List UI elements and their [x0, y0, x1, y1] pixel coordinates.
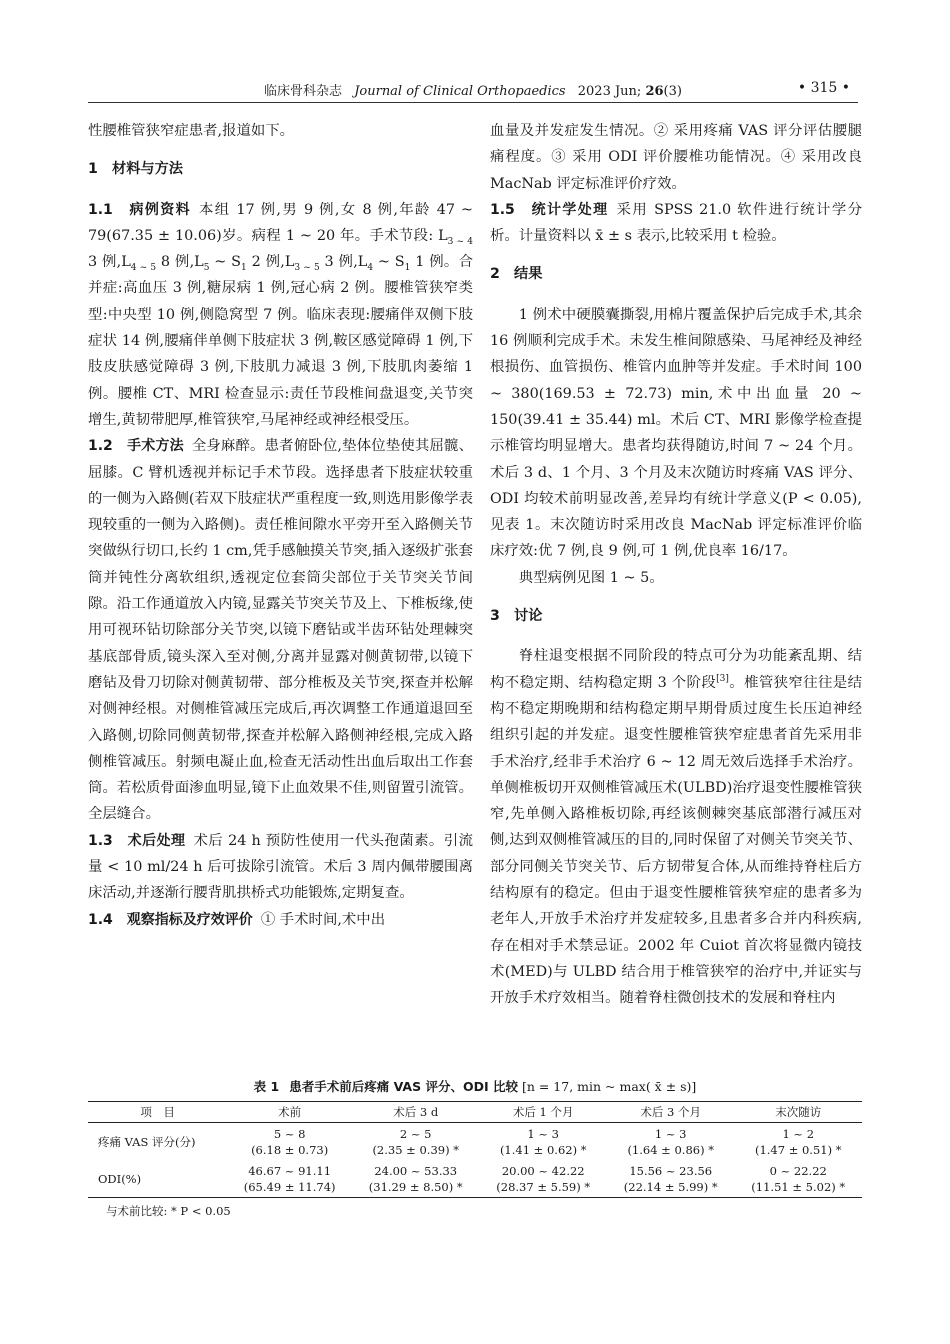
table-row — [88, 1123, 862, 1161]
cell-mean: (11.51 ± 5.02) * — [751, 1180, 846, 1194]
cell-range: 1 ~ 2 — [782, 1127, 815, 1141]
table-row — [88, 1160, 862, 1198]
issue-date: 2023 Jun; — [577, 84, 642, 99]
table-cell — [479, 1123, 607, 1161]
table-title: 患者手术前后疼痛 VAS 评分、ODI 比较 — [289, 1079, 518, 1094]
section-heading-results: 2 结果 — [490, 266, 543, 283]
intro-line: 性腰椎管狭窄症患者,报道如下。 — [88, 123, 295, 139]
table-cell — [734, 1123, 862, 1161]
subheading-postop: 1.3 术后处理 — [88, 832, 186, 849]
table-cell — [479, 1160, 607, 1198]
column-header: 末次随访 — [734, 1102, 862, 1123]
text-run: 脊柱退变根据不同阶段的特点可分为功能紊乱期、结构不稳定期、结构稳定期 3 个阶段 — [490, 648, 862, 691]
paragraph-surgical-method — [88, 433, 473, 827]
subscript: 1 — [404, 263, 411, 274]
cell-mean: (6.18 ± 0.73) — [251, 1143, 329, 1157]
text-run: ① 手术时间,术中出 — [260, 911, 386, 928]
cell-mean: (65.49 ± 11.74) — [243, 1180, 336, 1194]
table-cell — [227, 1123, 352, 1161]
section-heading-discussion: 3 讨论 — [490, 608, 543, 625]
running-header — [88, 76, 858, 103]
subscript: 1 — [241, 263, 247, 274]
issue-number: (3) — [663, 84, 682, 99]
right-column — [490, 118, 862, 1012]
table-cell — [607, 1123, 735, 1161]
cell-range: 20.00 ~ 42.22 — [501, 1164, 585, 1178]
journal-name-cn: 临床骨科杂志 — [264, 84, 343, 99]
table-caption — [88, 1077, 862, 1095]
column-header: 术后 3 d — [352, 1102, 480, 1123]
text-run: ~ S — [373, 254, 405, 271]
column-header: 术后 3 个月 — [607, 1102, 735, 1123]
subheading-statistics: 1.5 统计学处理 — [490, 201, 609, 218]
table-cell — [352, 1160, 480, 1198]
table-header-row — [88, 1102, 862, 1123]
cell-range: 24.00 ~ 53.33 — [374, 1164, 458, 1178]
row-label: ODI(%) — [88, 1160, 227, 1198]
cell-mean: (1.47 ± 0.51) * — [754, 1143, 842, 1157]
subscript: 4 ~ 5 — [130, 263, 157, 274]
column-header: 术前 — [227, 1102, 352, 1123]
journal-name-en: Journal of Clinical Orthopaedics — [354, 84, 566, 99]
text-run: ~ S — [209, 254, 242, 271]
table-cell — [352, 1123, 480, 1161]
table-cell — [227, 1160, 352, 1198]
cell-range: 2 ~ 5 — [399, 1127, 432, 1141]
section-heading-methods: 1 材料与方法 — [88, 161, 183, 178]
table-title-note: [n = 17, min ~ max( x̄ ± s)] — [521, 1079, 697, 1094]
table-cell — [734, 1160, 862, 1198]
text-run: 术后 24 h 预防性使用一代头孢菌素。引流量 < 10 ml/24 h 后可拔除引流管。术后 3 周内佩带腰围离床活动,并逐渐行腰背肌拱桥式功能锻炼,定期复查。 — [88, 832, 473, 902]
citation-ref[interactable]: [3] — [716, 673, 729, 684]
data-table — [88, 1101, 862, 1198]
subscript: 3 ~ 4 — [447, 236, 473, 247]
text-run: 本组 17 例,男 9 例,女 8 例,年龄 47 ~ 79(67.35 ± 10.06)岁。病程 1 ~ 20 年。手术节段: L — [88, 201, 473, 244]
journal-citation — [88, 80, 858, 99]
paragraph-indicators-cont: 血量及并发症发生情况。② 采用疼痛 VAS 评分评估腰腿痛程度。③ 采用 ODI 评价腰椎功能情况。④ 采用改良 MacNab 评定标准评价疗效。 — [490, 123, 862, 192]
cell-mean: (1.41 ± 0.62) * — [499, 1143, 587, 1157]
cell-range: 0 ~ 22.22 — [769, 1164, 827, 1178]
subscript: 4 — [367, 263, 374, 274]
cell-mean: (22.14 ± 5.99) * — [623, 1180, 718, 1194]
cell-mean: (31.29 ± 8.50) * — [368, 1180, 463, 1194]
cell-mean: (1.64 ± 0.86) * — [627, 1143, 714, 1157]
column-header: 术后 1 个月 — [479, 1102, 607, 1123]
subscript: 5 — [203, 263, 210, 274]
cell-range: 15.56 ~ 23.56 — [629, 1164, 713, 1178]
page-number: • 315 • — [797, 80, 850, 96]
table-1 — [88, 1077, 862, 1219]
cell-mean: (2.35 ± 0.39) * — [372, 1143, 459, 1157]
text-run: 全身麻醉。患者俯卧位,垫体位垫使其屈髋、屈膝。C 臂机透视并标记手术节段。选择患者下肢症状较重的一侧为入路侧(若双下肢症状严重程度一致,则选用影像学表现较重的一侧为入路侧)。责任椎间隙水平旁开至入路侧关节突做纵行切口,长约 1 cm,凭手感触摸关节突,插入逐级扩张套筒并钝性分离软组织,透视定位套筒尖部位于关节突关节间隙。沿工作通道放入内镜,显露关节突关节及上、下椎板缘,使用可视环钻切除部分关节突,以镜下磨钻或半齿环钻处理棘突基底部骨质,镜头深入至对侧,分离并显露对侧黄韧带,以镜下磨钻及骨刀切除对侧黄韧带、部分椎板及关节突,探查并松解对侧神经根。对侧椎管减压完成后,再次调整工作通道退回至入路侧,切除同侧黄韧带,探查并松解入路侧神经根,完成入路侧椎管减压。射频电凝止血,检查无活动性出血后取出工作套筒。若松质骨面渗血明显,镜下止血效果不佳,则留置引流管。全层缝合。 — [88, 438, 473, 823]
paragraph-results: 1 例术中硬膜囊撕裂,用棉片覆盖保护后完成手术,其余 16 例顺利完成手术。未发生椎间隙感染、马尾神经及神经根损伤、血管损伤、椎管内血肿等并发症。手术时间 100 ~ 380(169.53 ± 72.73) min,术中出血量 20 ~ 150(39.41 ± 35.44) ml。术后 CT、MRI 影像学检查提示椎管均明显增大。患者均获得随访,时间 7 ~ 24 个月。术后 3 d、1 个月、3 个月及末次随访时疼痛 VAS 评分、ODI 均较术前明显改善,差异均有统计学意义(P < 0.05),见表 1。末次随访时采用改良 MacNab 评定标准评价临床疗效:优 7 例,良 9 例,可 1 例,优良率 16/17。 — [490, 306, 862, 560]
paragraph-typical-cases: 典型病例见图 1 ~ 5。 — [518, 569, 664, 586]
cell-range: 5 ~ 8 — [273, 1127, 306, 1141]
paragraph-indicators — [88, 907, 473, 933]
volume: 26 — [645, 84, 664, 99]
cell-mean: (28.37 ± 5.59) * — [496, 1180, 591, 1194]
paragraph-statistics — [490, 197, 862, 250]
text-run: 1 例。合并症:高血压 3 例,糖尿病 1 例,冠心病 2 例。腰椎管狭窄类型:中央型 10 例,侧隐窝型 7 例。临床表现:腰痛伴双侧下肢症状 14 例,腰痛伴单侧下肢症状 3 例,鞍区感觉障碍 1 例,下肢皮肤感觉障碍 3 例,下肢肌力减退 3 例,下肢肌肉萎缩 1 例。腰椎 CT、MRI 检查显示:责任节段椎间盘退变,关节突增生,黄韧带肥厚,椎管狭窄,马尾神经或神经根受压。 — [88, 254, 473, 428]
column-header: 项 目 — [88, 1102, 227, 1123]
text-run: 采用 SPSS 21.0 软件进行统计学分析。计量资料以 x̄ ± s 表示,比较采用 t 检验。 — [490, 201, 862, 245]
text-run: 3 例,L — [88, 254, 131, 271]
table-cell — [607, 1160, 735, 1198]
text-run: 8 例,L — [156, 254, 204, 271]
cell-range: 1 ~ 3 — [654, 1127, 687, 1141]
paragraph-discussion — [490, 643, 862, 1011]
row-label: 疼痛 VAS 评分(分) — [98, 1135, 196, 1149]
subheading-indicators: 1.4 观察指标及疗效评价 — [88, 911, 253, 928]
cell-range: 1 ~ 3 — [527, 1127, 560, 1141]
subheading-case-data: 1.1 病例资料 — [88, 201, 191, 218]
subheading-surgical-method: 1.2 手术方法 — [88, 438, 184, 455]
text-run: 3 例,L — [319, 254, 368, 271]
paragraph-postop — [88, 828, 473, 907]
subscript: 3 ~ 5 — [294, 263, 320, 274]
table-label: 表 1 — [253, 1079, 280, 1094]
left-column — [88, 118, 473, 933]
text-run: 。椎管狭窄往往是结构不稳定期晚期和结构稳定期早期骨质过度生长压迫神经组织引起的并发症。退变性腰椎管狭窄症患者首先采用非手术治疗,经非手术治疗 6 ~ 12 周无效后选择手术治疗。单侧椎板切开双侧椎管减压术(ULBD)治疗退变性腰椎管狭窄,先单侧入路椎板切除,再经该侧棘突基底部潜行减压对侧,达到双侧椎管减压的目的,同时保留了对侧关节突关节、部分同侧关节突关节、后方韧带复合体,从而维持脊柱后方结构原有的稳定。但由于退变性腰椎管狭窄症的患者多为老年人,开放手术治疗并发症较多,且患者多合并内科疾病,存在相对手术禁忌证。2002 年 Cuiot 首次将显微内镜技术(MED)与 ULBD 结合用于椎管狭窄的治疗中,并证实与开放手术疗效相当。随着脊柱微创技术的发展和脊柱内 — [490, 674, 862, 1007]
text-run: 2 例,L — [246, 254, 295, 271]
cell-range: 46.67 ~ 91.11 — [248, 1164, 332, 1178]
paragraph-case-data — [88, 197, 473, 434]
table-footnote: 与术前比较: * P < 0.05 — [106, 1204, 231, 1218]
